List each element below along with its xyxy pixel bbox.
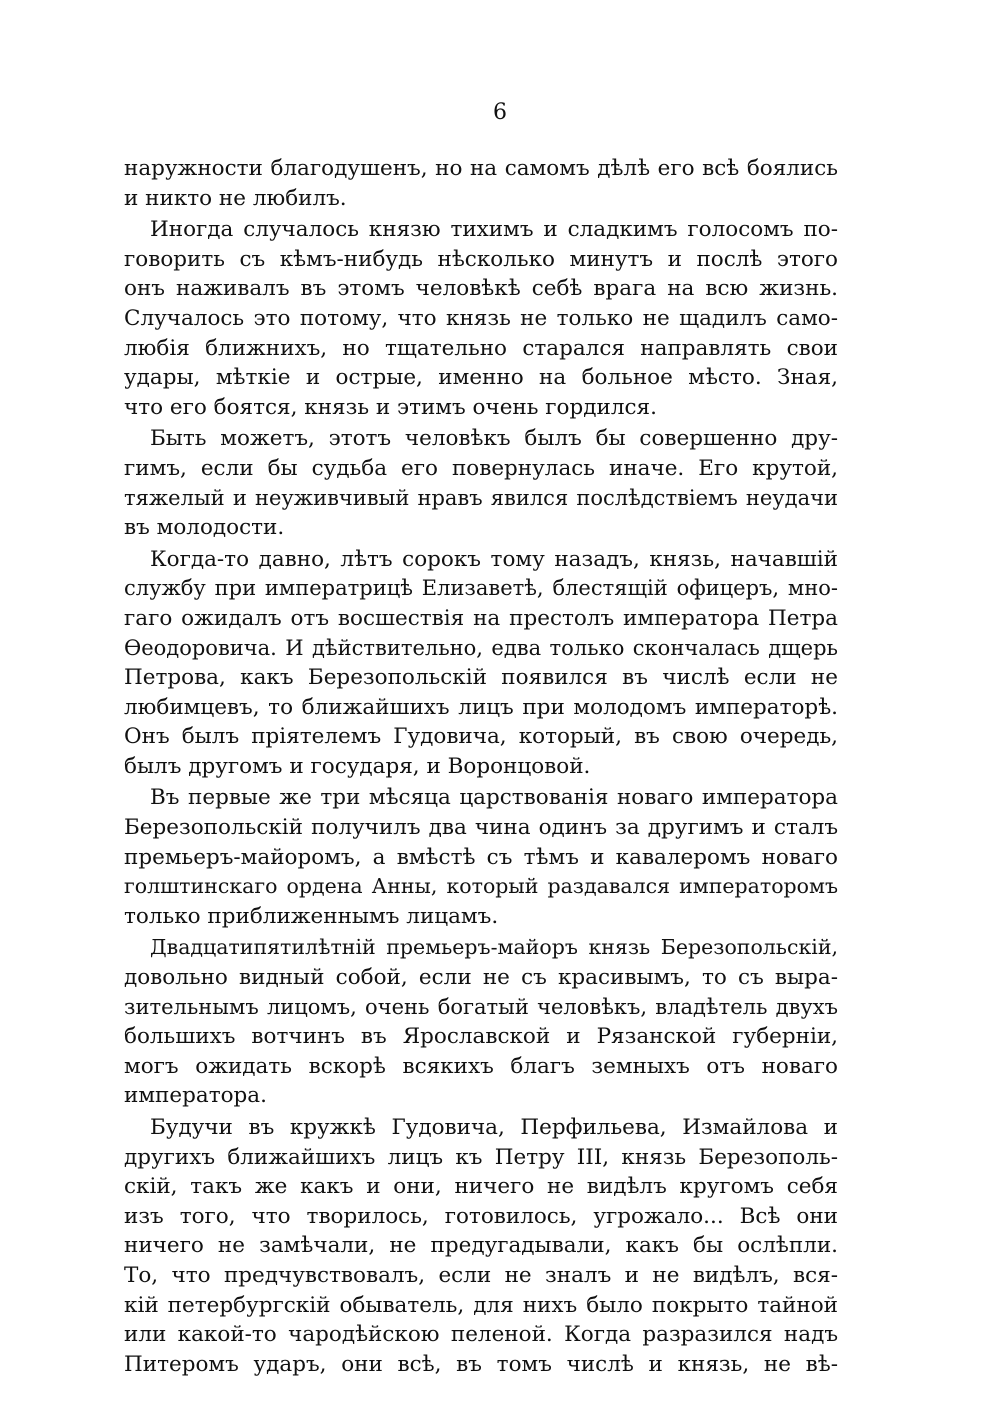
text-line: скій, такъ же какъ и они, ничего не видѣлъ кругомъ себя	[124, 1174, 838, 1200]
paragraph-3	[124, 424, 838, 542]
text-line: удары, мѣткіе и острые, именно на больное мѣсто. Зная,	[124, 365, 838, 391]
text-line: или какой-то чародѣйскою пеленой. Когда разразился надъ	[124, 1322, 838, 1348]
text-line: Петрова, какъ Березопольскій появился въ числѣ если не	[124, 665, 838, 691]
text-line: довольно видный собой, если не съ красивымъ, то съ выра-	[124, 965, 838, 991]
text-line: былъ другомъ и государя, и Воронцовой.	[124, 753, 591, 779]
text-line: Ѳеодоровича. И дѣйствительно, едва только скончалась дщерь	[124, 635, 838, 660]
text-line: Въ первые же три мѣсяца царствованія новаго императора	[150, 785, 838, 811]
paragraph-6	[124, 933, 838, 1111]
text-line: Березопольскій получилъ два чина одинъ за другимъ и сталъ	[124, 815, 838, 841]
text-line: только приближеннымъ лицамъ.	[124, 903, 499, 929]
paragraph-4	[124, 545, 838, 782]
paragraph-7	[124, 1113, 838, 1379]
text-line: Будучи въ кружкѣ Гудовича, Перфильева, Измайлова и	[150, 1115, 838, 1140]
text-line: Иногда случалось князю тихимъ и сладкимъ голосомъ по-	[150, 217, 838, 243]
text-line: другихъ ближайшихъ лицъ къ Петру III, князь Березополь-	[124, 1144, 838, 1170]
text-line: гаго ожидалъ отъ восшествія на престолъ императора Петра	[124, 605, 838, 631]
text-line: изъ того, что творилось, готовилось, угрожало... Всѣ они	[124, 1203, 838, 1229]
text-line: и никто не любилъ.	[124, 185, 347, 211]
paragraph-5	[124, 783, 838, 931]
text-line: любимцевъ, то ближайшихъ лицъ при молодомъ императорѣ.	[124, 694, 838, 720]
text-line: зительнымъ лицомъ, очень богатый человѣкъ, владѣтель двухъ	[124, 994, 838, 1019]
text-line: большихъ вотчинъ въ Ярославской и Рязанской губерніи,	[124, 1024, 838, 1050]
paragraph-1	[124, 154, 838, 213]
page-number: 6	[493, 100, 507, 125]
text-line: могъ ожидать вскорѣ всякихъ благъ земныхъ отъ новаго	[124, 1053, 838, 1079]
text-line: Когда-то давно, лѣтъ сорокъ тому назадъ, князь, начавшій	[150, 546, 838, 572]
body-text	[124, 154, 838, 1381]
text-line: Питеромъ ударъ, они всѣ, въ томъ числѣ и князь, не вѣ-	[124, 1351, 838, 1377]
text-line: Онъ былъ пріятелемъ Гудовича, который, въ свою очередь,	[124, 724, 838, 750]
text-line: голштинскаго ордена Анны, который раздавался императоромъ	[124, 874, 838, 899]
text-line: онъ наживалъ въ этомъ человѣкѣ себѣ врага на всю жизнь.	[124, 276, 838, 302]
text-line: службу при императрицѣ Елизаветѣ, блестящій офицеръ, мно-	[124, 576, 838, 601]
text-line: гимъ, если бы судьба его повернулась иначе. Его крутой,	[124, 455, 838, 481]
paragraph-2	[124, 215, 838, 422]
text-line: кій петербургскій обыватель, для нихъ было покрыто тайной	[124, 1292, 838, 1318]
text-line: наружности благодушенъ, но на самомъ дѣлѣ его всѣ боялись	[124, 156, 838, 181]
text-line: То, что предчувствовалъ, если не зналъ и не видѣлъ, вся-	[124, 1262, 838, 1288]
text-line: что его боятся, князь и этимъ очень гордился.	[124, 394, 657, 420]
text-line: любія ближнихъ, но тщательно старался направлять свои	[124, 335, 838, 361]
text-line: премьеръ-майоромъ, а вмѣстѣ съ тѣмъ и кавалеромъ новаго	[124, 844, 838, 870]
text-line: говорить съ кѣмъ-нибудь нѣсколько минутъ и послѣ этого	[124, 246, 838, 272]
text-line: Двадцатипятилѣтній премьеръ-майоръ князь Березопольскій,	[150, 935, 838, 960]
text-line: Быть можетъ, этотъ человѣкъ былъ бы совершенно дру-	[150, 426, 838, 452]
text-line: императора.	[124, 1083, 267, 1109]
text-line: ничего не замѣчали, не предугадывали, какъ бы ослѣпли.	[124, 1233, 838, 1259]
text-line: тяжелый и неуживчивый нравъ явился послѣдствіемъ неудачи	[124, 485, 838, 510]
text-line: Случалось это потому, что князь не только не щадилъ само-	[124, 305, 838, 331]
text-line: въ молодости.	[124, 515, 285, 541]
